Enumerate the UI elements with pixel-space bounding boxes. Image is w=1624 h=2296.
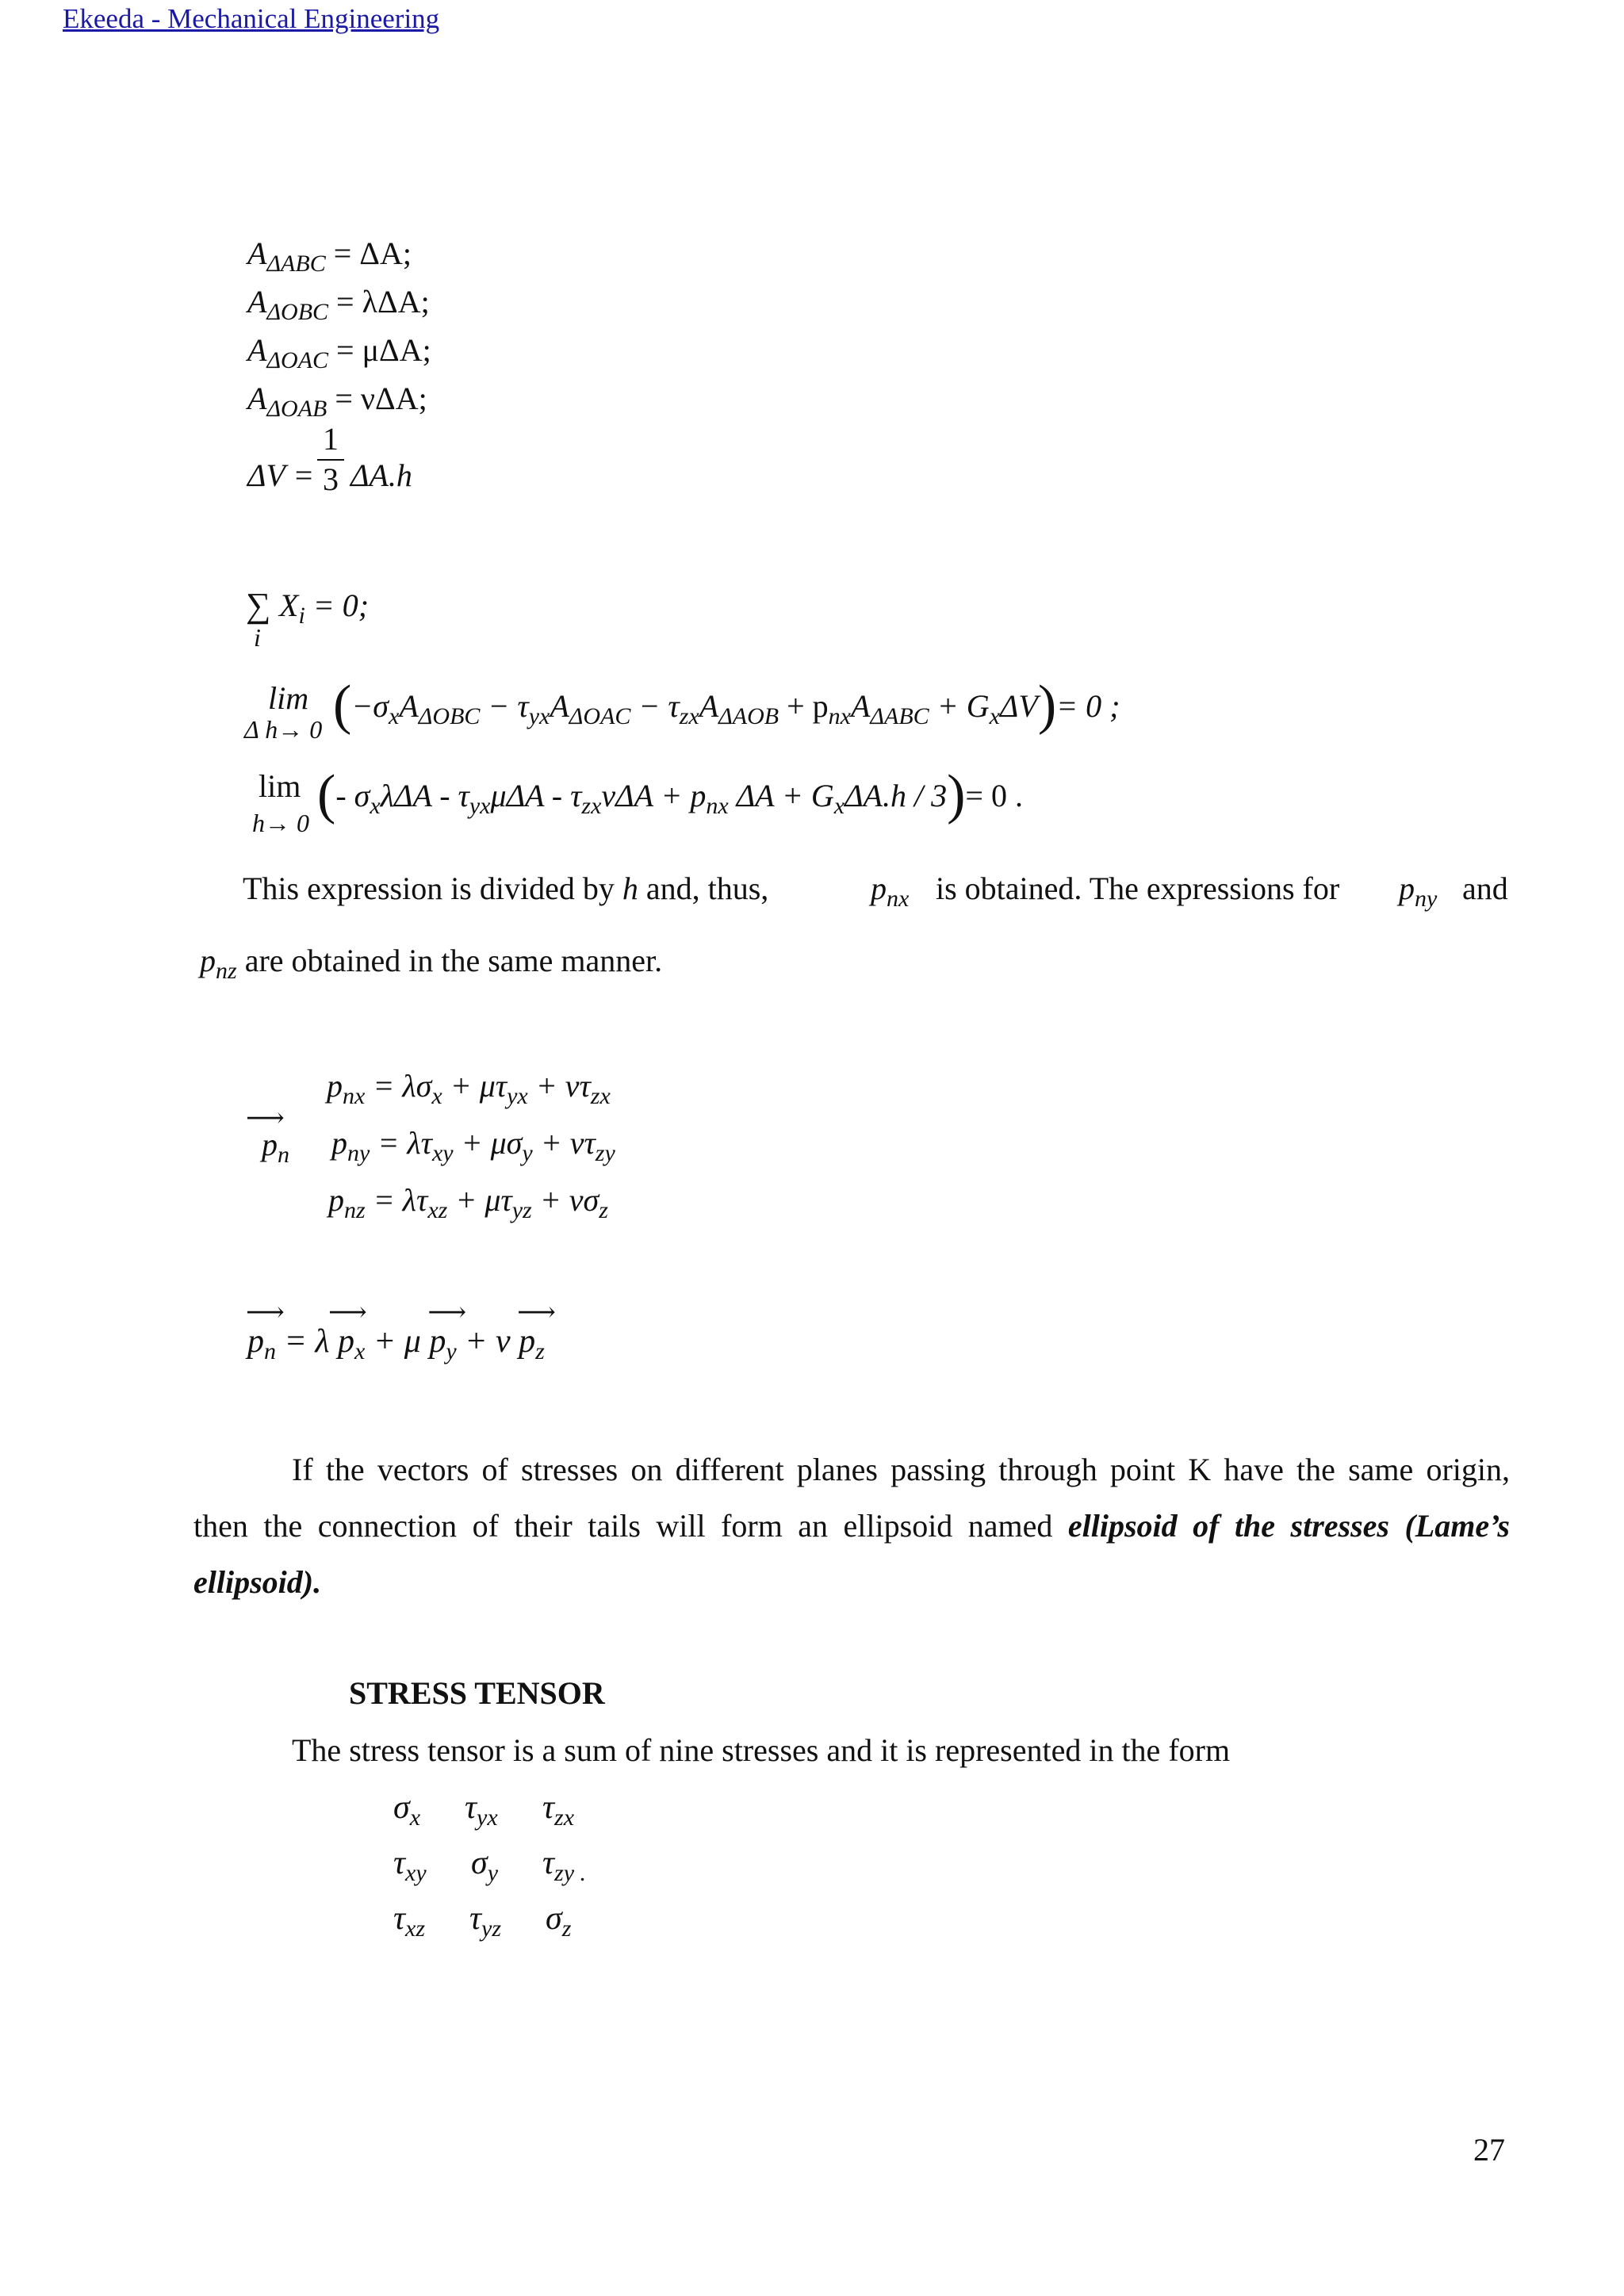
sub: xy [431, 1140, 454, 1166]
h-variable: h [622, 871, 638, 906]
area-oab-equation [247, 380, 427, 423]
tensor-symbol: σ [546, 1900, 562, 1937]
section-body: The stress tensor is a sum of nine stresses and it is represented in the form [292, 1732, 1231, 1768]
term-tau: − τ [488, 688, 529, 724]
fraction-numerator: 1 [323, 421, 339, 457]
limit2-lim [259, 767, 301, 805]
term-a: A [699, 688, 719, 724]
sub-oac: ΔOAC [569, 703, 631, 729]
volume-rest [350, 457, 412, 494]
term: + μτ [455, 1182, 512, 1218]
sub: yx [507, 1083, 528, 1109]
limit2-end: = 0 . [965, 778, 1023, 813]
term: = λτ [373, 1182, 428, 1218]
area-symbol: A [247, 381, 267, 416]
term-a: A [550, 688, 569, 724]
volume-rest-text: ΔA.h [350, 457, 412, 493]
sigma-symbol: ∑ [246, 586, 271, 625]
term: λΔA - τ [380, 778, 469, 813]
para2-bold-term: ellipsoid). [193, 1564, 322, 1600]
para2-bold-term: ellipsoid of the stresses (Lame’s [1067, 1508, 1510, 1544]
tensor-cell [465, 1789, 498, 1831]
equals-lambda: = λ [284, 1323, 330, 1360]
tensor-sub: yx [477, 1804, 498, 1831]
tensor-sub: xz [405, 1915, 426, 1942]
area-subscript: ΔOAB [266, 396, 327, 422]
vector-pz [517, 1298, 556, 1364]
sub: yz [511, 1197, 532, 1223]
sub-obc: ΔOBC [418, 703, 481, 729]
lim-under-text: h→ 0 [252, 809, 309, 837]
vector-arrow: ⟶ [246, 1298, 285, 1327]
p-variable: p [327, 1068, 343, 1104]
sub-nz: nz [216, 958, 237, 984]
term: = λτ [377, 1125, 432, 1161]
p-variable: p [331, 1125, 347, 1161]
close-paren: ) [1037, 675, 1057, 736]
vector-arrow: ⟶ [517, 1298, 556, 1327]
tensor-sub: yz [481, 1915, 502, 1942]
limit2-under [252, 809, 309, 838]
area-subscript: ΔOAC [266, 347, 329, 373]
term-tau: − τ [638, 688, 680, 724]
tensor-symbol: τ [542, 1789, 555, 1826]
vector-arrow: ⟶ [427, 1298, 467, 1327]
para1-text: and [1462, 871, 1508, 906]
page-number-text: 27 [1473, 2132, 1505, 2168]
area-rhs: = μΔA; [336, 332, 431, 368]
sub-yx: yx [469, 793, 491, 819]
sub-ny: ny [1415, 886, 1438, 912]
sub: zx [590, 1083, 611, 1109]
area-symbol: A [247, 332, 267, 368]
tensor-sub: zx [554, 1804, 575, 1831]
tensor-sub: zy . [554, 1860, 587, 1886]
expr-sigma: −σ [351, 688, 389, 724]
sub: zy [595, 1140, 615, 1166]
system-lhs-pn [246, 1104, 289, 1169]
limit1-under [244, 715, 322, 744]
area-symbol: A [247, 284, 267, 320]
p-variable: p [338, 1323, 355, 1360]
sub: z [599, 1197, 608, 1223]
expr-sigma: - σ [335, 778, 370, 813]
vector-px [328, 1298, 367, 1364]
vector-arrow: ⟶ [328, 1298, 367, 1327]
vector-py [427, 1298, 467, 1364]
sub: nx [343, 1083, 366, 1109]
para2-text: then the connection of their tails will form an ellipsoid named [193, 1508, 1053, 1544]
p-variable: p [262, 1127, 278, 1162]
para1-text: and, thus, [645, 871, 769, 906]
plus-nu: + ν [465, 1323, 511, 1360]
system-row-1 [327, 1067, 611, 1110]
volume-equation [247, 457, 314, 494]
p-variable: p [328, 1182, 344, 1218]
tensor-symbol: τ [469, 1900, 482, 1937]
sub-yx: yx [528, 703, 550, 729]
sub: y [522, 1140, 533, 1166]
header-link[interactable]: Ekeeda - Mechanical Engineering [63, 3, 440, 34]
sum-sigma [246, 585, 270, 626]
term: νΔA + p [601, 778, 707, 813]
sub: ny [347, 1140, 370, 1166]
limit1-lim [268, 679, 308, 717]
sub: x [431, 1083, 442, 1109]
fraction-denominator: 3 [323, 461, 339, 497]
para1-text: This expression is divided by [243, 871, 615, 906]
term-g: + G [936, 688, 990, 724]
para1-and [1462, 860, 1508, 917]
sub-n: n [264, 1338, 276, 1364]
area-subscript: ΔOBC [266, 299, 329, 325]
sub: nz [344, 1197, 366, 1223]
tensor-cell [393, 1789, 420, 1831]
section-text [292, 1722, 1230, 1779]
sub-nx: nx [706, 793, 729, 819]
sum-body [279, 587, 369, 629]
term: ΔA.h / 3 [845, 778, 948, 813]
tensor-sub: z [561, 1915, 572, 1942]
term-a: A [399, 688, 419, 724]
plus-mu: + μ [373, 1323, 421, 1360]
area-obc-equation [247, 283, 430, 326]
term: μΔA - τ [490, 778, 582, 813]
sub-y: y [446, 1338, 457, 1364]
sub-x: x [354, 1338, 366, 1364]
sum-index [254, 623, 261, 652]
lim-text: lim [259, 768, 301, 804]
para2-line2 [193, 1498, 1510, 1555]
lim-under-text: Δ h→ 0 [244, 715, 323, 744]
area-symbol: A [247, 235, 267, 271]
tensor-cell [469, 1900, 501, 1942]
para2-line1 [292, 1441, 1510, 1498]
sub-nx: nx [828, 703, 851, 729]
lim-text: lim [268, 680, 309, 716]
tensor-cell [393, 1844, 427, 1887]
para2-text: If the vectors of stresses on different planes passing through point K have the same origin, [292, 1452, 1510, 1487]
open-paren: ( [333, 675, 352, 736]
sub-x: x [370, 793, 381, 819]
area-oac-equation [247, 331, 431, 374]
sub-x: x [389, 703, 400, 729]
sub-x: x [989, 703, 1000, 729]
tensor-cell [542, 1789, 574, 1831]
term-dv: ΔV [999, 688, 1038, 724]
tensor-sub: x [409, 1804, 421, 1831]
term: + ντ [535, 1068, 591, 1104]
sum-index-text: i [254, 623, 261, 652]
area-subscript: ΔABC [266, 251, 326, 277]
tensor-cell [471, 1844, 498, 1887]
open-paren: ( [317, 764, 336, 825]
tensor-symbol: σ [393, 1789, 410, 1826]
para1-line1 [243, 860, 768, 917]
area-rhs: = νΔA; [335, 381, 427, 416]
para1-line2 [200, 932, 662, 1000]
system-row-3 [328, 1181, 608, 1224]
tensor-cell [542, 1844, 586, 1887]
tensor-symbol: τ [542, 1845, 555, 1881]
sum-body-sub: i [298, 603, 305, 629]
tensor-sub: y [487, 1860, 499, 1886]
volume-lhs: ΔV = [247, 457, 315, 493]
tensor-sub: xy [405, 1860, 427, 1886]
p-variable: p [200, 943, 216, 978]
limit1-expression [333, 668, 1120, 736]
term: = λσ [373, 1068, 432, 1104]
sub: xz [427, 1197, 448, 1223]
heading-text: STRESS TENSOR [349, 1675, 605, 1711]
sub-zx: zx [679, 703, 699, 729]
p-variable: p [429, 1323, 446, 1360]
tensor-symbol: τ [465, 1789, 477, 1826]
page-number [1473, 2131, 1505, 2168]
section-heading [349, 1674, 605, 1712]
p-variable: p [871, 871, 887, 906]
para1-line1-rest [936, 860, 1339, 917]
term: + νσ [539, 1182, 599, 1218]
para1-text: is obtained. The expressions for [936, 871, 1340, 906]
tensor-symbol: τ [393, 1900, 406, 1937]
area-rhs: = ΔA; [333, 235, 412, 271]
term-a: A [850, 688, 871, 724]
sub-aob: ΔAOB [718, 703, 779, 729]
tensor-symbol: σ [471, 1845, 488, 1881]
vector-equation [246, 1298, 556, 1365]
sub-n: n [278, 1142, 289, 1168]
limit2-expression [317, 757, 1023, 825]
p-variable: p [519, 1323, 536, 1360]
sub-zx: zx [581, 793, 602, 819]
sum-body-x: X [279, 587, 299, 623]
term: + μσ [461, 1125, 523, 1161]
area-rhs: = λΔA; [336, 284, 430, 320]
tensor-symbol: τ [393, 1845, 406, 1881]
sum-rhs: = 0; [312, 587, 370, 623]
sub-z: z [535, 1338, 545, 1364]
area-abc-equation [247, 235, 412, 277]
sub-abc: ΔABC [870, 703, 929, 729]
para1-pny [1399, 860, 1437, 928]
system-row-2 [331, 1124, 615, 1167]
sub-x: x [833, 793, 845, 819]
vector-arrow: ⟶ [246, 1104, 285, 1133]
term: + ντ [540, 1125, 596, 1161]
term: + μτ [450, 1068, 508, 1104]
tensor-cell [546, 1900, 571, 1942]
tensor-cell [393, 1900, 425, 1942]
para1-pnx [871, 860, 909, 928]
term: ΔA + G [736, 778, 834, 813]
para2-line3 [193, 1554, 321, 1611]
p-variable: p [1399, 871, 1415, 906]
limit1-end: = 0 ; [1056, 688, 1120, 724]
close-paren: ) [947, 764, 966, 825]
para1-text: are obtained in the same manner. [244, 943, 663, 978]
volume-fraction [317, 420, 344, 498]
term-p: + p [787, 688, 829, 724]
p-variable: p [247, 1323, 264, 1360]
vector-pn [246, 1298, 285, 1364]
sub-nx: nx [887, 886, 910, 912]
